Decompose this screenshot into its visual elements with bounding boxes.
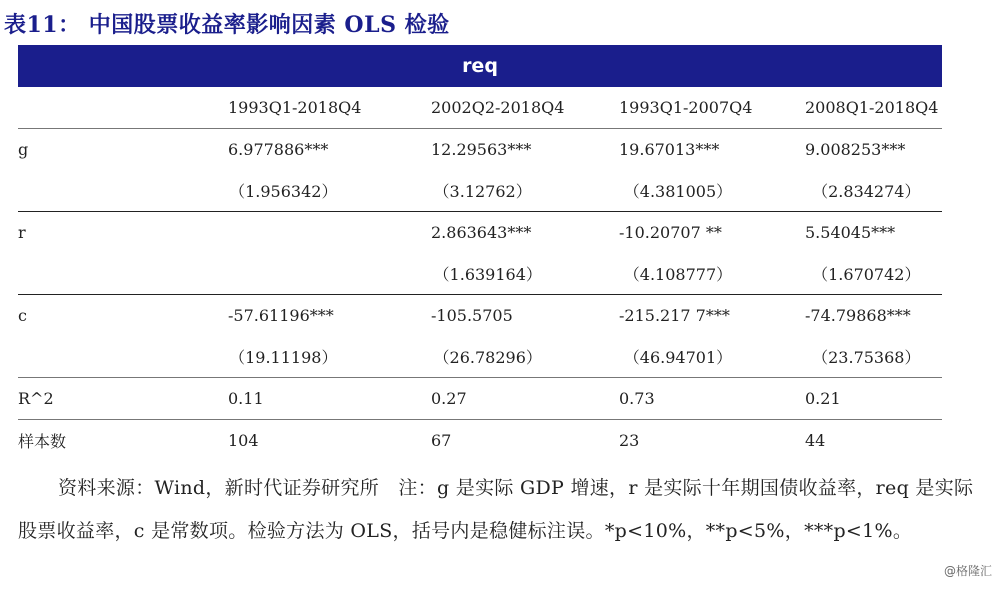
- coef-cell: -105.5705: [431, 306, 513, 325]
- row-label: R^2: [18, 389, 54, 408]
- value-cell: 23: [619, 431, 640, 450]
- coef-cell: 9.008253***: [805, 140, 906, 159]
- se-cell: （19.11198）: [229, 348, 338, 367]
- coef-cell: -215.217 7***: [619, 306, 730, 325]
- regression-table: [18, 45, 942, 461]
- value-cell: 44: [805, 431, 826, 450]
- row-label: 样本数: [18, 432, 67, 451]
- se-cell: （23.75368）: [812, 348, 921, 367]
- table-title: 表11： 中国股票收益率影响因素 OLS 检验: [4, 12, 450, 38]
- coef-cell: -10.20707 **: [619, 223, 722, 242]
- row-label: r: [18, 223, 26, 242]
- se-cell: （2.834274）: [812, 182, 921, 201]
- se-cell: （4.381005）: [623, 182, 733, 201]
- value-cell: 0.73: [619, 389, 655, 408]
- coef-cell: 6.977886***: [228, 140, 329, 159]
- column-header: 2002Q2-2018Q4: [431, 98, 565, 117]
- coef-cell: -57.61196***: [228, 306, 334, 325]
- table-row-r-se: [18, 253, 942, 295]
- table-row-c-se: [18, 336, 942, 378]
- row-label: g: [18, 140, 29, 159]
- se-cell: （46.94701）: [623, 348, 733, 367]
- dependent-variable-header: req: [18, 45, 942, 87]
- watermark: @格隆汇: [943, 564, 992, 578]
- se-cell: （4.108777）: [623, 265, 733, 284]
- coef-cell: 19.67013***: [619, 140, 720, 159]
- column-header-row: [18, 87, 942, 129]
- value-cell: 0.11: [228, 389, 264, 408]
- table-row-g-coef: [18, 129, 942, 170]
- se-cell: （1.670742）: [812, 265, 921, 284]
- source-note: 资料来源：Wind，新时代证券研究所 注：g 是实际 GDP 增速，r 是实际十年期国债收益率，req 是实际股票收益率，c 是常数项。检验方法为 OLS，括号内是稳健标注误。*p<10%，**p<5%，***p<1%。: [18, 477, 974, 542]
- value-cell: 0.27: [431, 389, 467, 408]
- table-row-g-se: [18, 170, 942, 212]
- se-cell: （3.12762）: [433, 182, 532, 201]
- se-cell: （1.639164）: [433, 265, 542, 284]
- column-header: 1993Q1-2018Q4: [228, 98, 362, 117]
- coef-cell: 2.863643***: [431, 223, 532, 242]
- value-cell: 0.21: [805, 389, 841, 408]
- table-row-r2: [18, 378, 942, 420]
- table-row-r-coef: [18, 212, 942, 253]
- value-cell: 104: [228, 431, 259, 450]
- coef-cell: 5.54045***: [805, 223, 896, 242]
- row-label: c: [18, 306, 27, 325]
- column-header: 1993Q1-2007Q4: [619, 98, 753, 117]
- table-row-n: [18, 420, 942, 461]
- table-row-c-coef: [18, 295, 942, 336]
- se-cell: （26.78296）: [433, 348, 542, 367]
- se-cell: （1.956342）: [229, 182, 338, 201]
- column-header: 2008Q1-2018Q4: [805, 98, 939, 117]
- coef-cell: 12.29563***: [431, 140, 532, 159]
- coef-cell: -74.79868***: [805, 306, 911, 325]
- value-cell: 67: [431, 431, 452, 450]
